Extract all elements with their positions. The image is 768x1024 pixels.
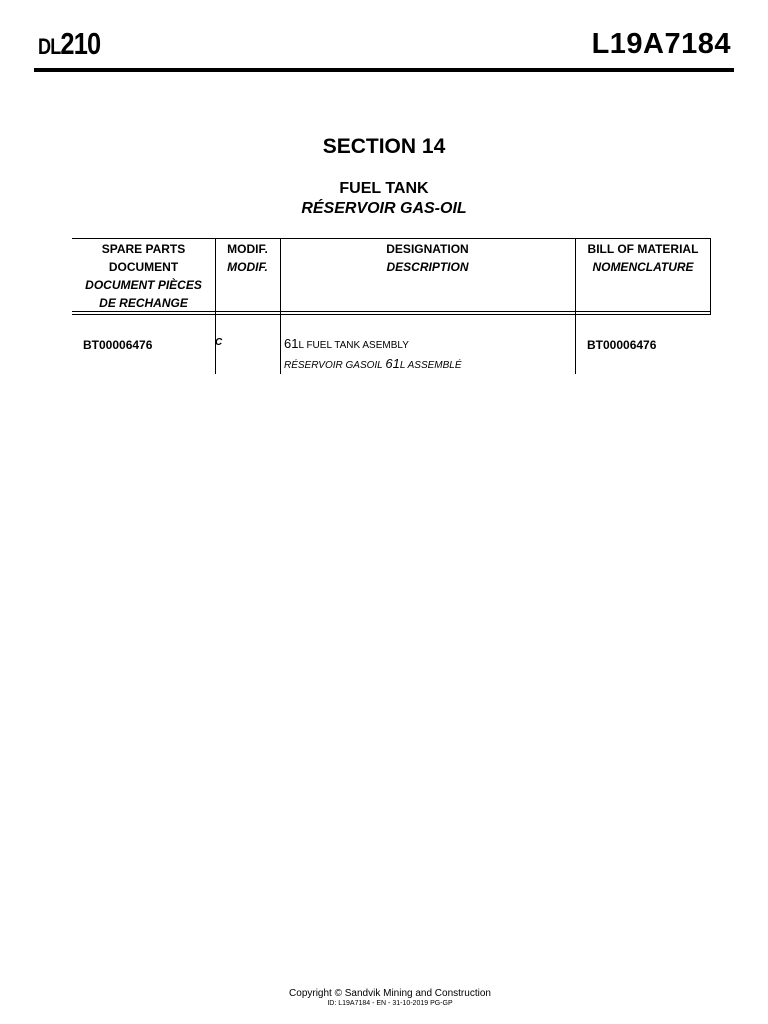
row-modif: C	[215, 337, 223, 348]
header-designation-en: DESIGNATION	[386, 242, 469, 256]
header-divider	[34, 68, 734, 72]
header-bill-of-material	[575, 240, 711, 276]
table-header-rule-2	[72, 314, 711, 315]
row-spare-parts-document: BT00006476	[83, 338, 153, 352]
header-modif-fr: MODIF.	[227, 260, 268, 274]
section-subtitle-en: FUEL TANK	[339, 180, 429, 197]
parts-table	[72, 238, 711, 374]
header-spare-parts-en-1: SPARE PARTS	[101, 242, 186, 256]
model-prefix: DL	[38, 34, 61, 59]
model-number: 210	[60, 26, 101, 61]
header-bom-en: BILL OF MATERIAL	[587, 242, 699, 256]
section-subtitle-fr: RÉSERVOIR GAS-OIL	[301, 200, 467, 217]
row-designation-en	[284, 335, 462, 355]
row-designation-fr	[284, 355, 462, 375]
header-spare-parts	[72, 240, 215, 312]
footer-id-line: ID: L19A7184 - EN - 31-10-2019 PG-GP	[327, 1000, 453, 1007]
row-designation	[284, 335, 462, 375]
header-spare-parts-fr-2: DE RECHANGE	[99, 296, 188, 310]
header-modif	[215, 240, 280, 276]
designation-fr-prefix: RÉSERVOIR GASOIL	[284, 360, 386, 371]
header-spare-parts-fr-1: DOCUMENT PIÈCES	[85, 278, 202, 292]
document-id: L19A7184	[591, 28, 731, 60]
header-modif-en: MODIF.	[227, 242, 268, 256]
designation-en-text: L FUEL TANK ASEMBLY	[298, 340, 409, 351]
header-designation-fr: DESCRIPTION	[386, 260, 469, 274]
section-title: SECTION 14	[322, 135, 446, 158]
table-top-rule	[72, 238, 711, 239]
header-spare-parts-en-2: DOCUMENT	[108, 260, 179, 274]
designation-fr-number: 61	[385, 356, 400, 371]
footer-copyright: Copyright © Sandvik Mining and Construction	[289, 988, 491, 999]
designation-en-number: 61	[284, 336, 299, 351]
row-bill-of-material: BT00006476	[587, 338, 657, 352]
model-logo	[38, 26, 100, 62]
header-bom-fr: NOMENCLATURE	[592, 260, 694, 274]
designation-fr-suffix: L ASSEMBLÉ	[399, 360, 462, 371]
header-designation	[280, 240, 575, 276]
